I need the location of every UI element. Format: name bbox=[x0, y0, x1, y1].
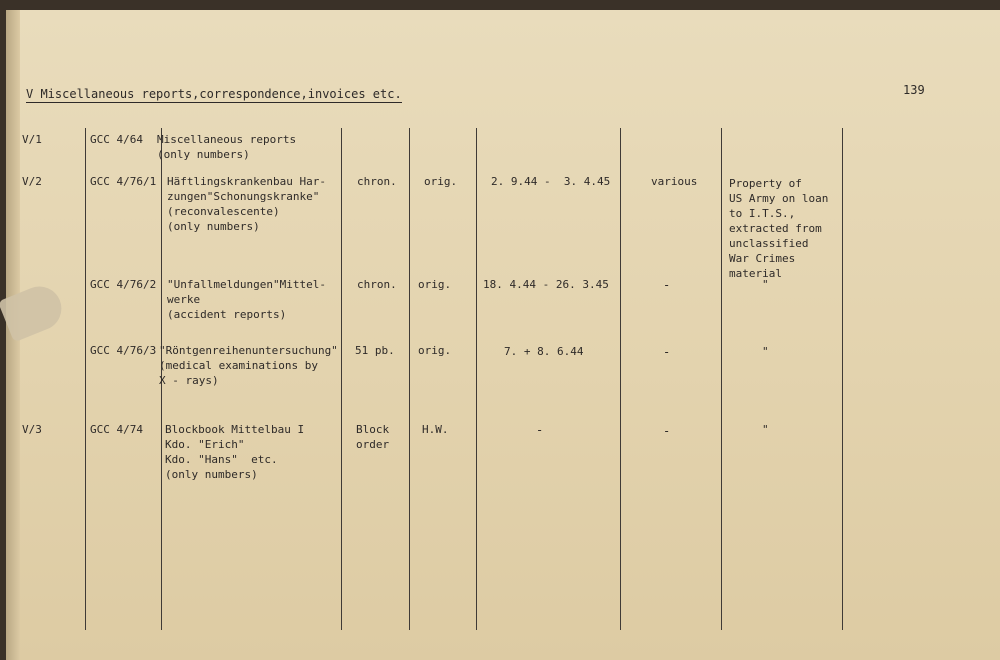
column-rule bbox=[721, 128, 722, 630]
row-number: V/1 bbox=[22, 133, 42, 146]
row-quantity: - bbox=[663, 424, 671, 438]
row-signature: GCC 4/64 bbox=[90, 133, 143, 146]
row-type: orig. bbox=[418, 278, 452, 291]
document-page bbox=[6, 10, 1000, 660]
section-heading: V Miscellaneous reports,correspondence,invoices etc. bbox=[26, 87, 402, 101]
column-rule bbox=[409, 128, 410, 630]
row-dates: - bbox=[536, 423, 544, 437]
row-title: "Unfallmeldungen"Mittel- werke (accident reports) bbox=[167, 278, 326, 321]
row-signature: GCC 4/76/2 bbox=[90, 278, 157, 291]
row-title: Häftlingskrankenbau Har- zungen"Schonungskranke" (reconvalescente) (only numbers) bbox=[167, 175, 326, 233]
row-remarks: " bbox=[762, 423, 769, 436]
column-rule bbox=[620, 128, 621, 630]
row-number: V/2 bbox=[22, 175, 42, 188]
row-remarks: " bbox=[762, 278, 769, 291]
column-rule bbox=[842, 128, 843, 630]
row-quantity: - bbox=[663, 278, 671, 292]
row-order: 51 pb. bbox=[355, 344, 395, 357]
row-type: orig. bbox=[424, 175, 458, 188]
row-dates: 18. 4.44 - 26. 3.45 bbox=[483, 278, 609, 291]
row-dates: 2. 9.44 - 3. 4.45 bbox=[491, 175, 611, 188]
row-type: orig. bbox=[418, 344, 452, 357]
row-dates: 7. + 8. 6.44 bbox=[504, 345, 584, 358]
row-number: V/3 bbox=[22, 423, 42, 436]
column-rule bbox=[85, 128, 86, 630]
row-title: Miscellaneous reports (only numbers) bbox=[157, 133, 297, 161]
row-signature: GCC 4/76/1 bbox=[90, 175, 157, 188]
column-rule bbox=[476, 128, 477, 630]
column-rule bbox=[341, 128, 342, 630]
row-signature: GCC 4/76/3 bbox=[90, 344, 157, 357]
row-quantity: various bbox=[651, 175, 698, 188]
row-type: H.W. bbox=[422, 423, 449, 436]
page-number: 139 bbox=[903, 83, 925, 97]
row-remarks: Property of US Army on loan to I.T.S., extracted from unclassified War Crimes material bbox=[729, 177, 829, 280]
row-order: Block order bbox=[356, 423, 390, 451]
row-order: chron. bbox=[357, 278, 397, 291]
row-title: "Röntgenreihenuntersuchung" (medical examinations by X - rays) bbox=[159, 344, 338, 387]
row-remarks: " bbox=[762, 345, 769, 358]
row-signature: GCC 4/74 bbox=[90, 423, 143, 436]
row-title: Blockbook Mittelbau I Kdo. "Erich" Kdo. "Hans" etc. (only numbers) bbox=[165, 423, 305, 481]
row-quantity: - bbox=[663, 345, 671, 359]
row-order: chron. bbox=[357, 175, 397, 188]
